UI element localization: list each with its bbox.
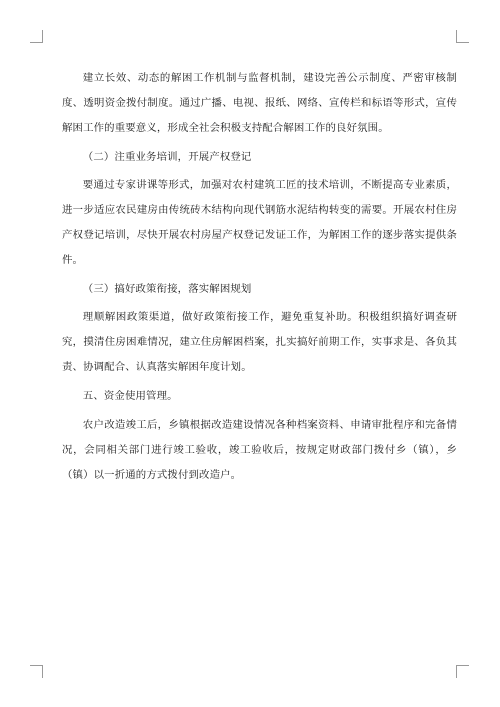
- heading-policy: （三）搞好政策衔接，落实解困规划: [82, 283, 252, 295]
- paragraph-policy: 理顺解困政策渠道，做好政策衔接工作，避免重复补助。积极组织搞好调查研究，摸清住房困难情况，建立住房解困档案，扎实搞好前期工作，实事求是、各负其责、协调配合、认真落实解困年度计划。: [62, 311, 457, 373]
- paragraph-mechanism: 建立长效、动态的解困工作机制与监督机制，建设完善公示制度、严密审核制度、透明资金拨付制度。通过广播、电视、报纸、网络、宣传栏和标语等形式，宣传解困工作的重要意义，形成全社会积极支持配合解困工作的良好氛围。: [62, 72, 457, 134]
- paragraph-funds: 农户改造竣工后，乡镇根据改造建设情况各种档案资料、申请审批程序和完备情况，会同相关部门进行竣工验收，竣工验收后，按规定财政部门拨付乡（镇），乡（镇）以一折通的方式拨付到改造户。: [62, 419, 457, 481]
- crop-mark-top-left: [30, 30, 43, 43]
- paragraph-training: 要通过专家讲课等形式，加强对农村建筑工匠的技术培训，不断提高专业素质，进一步适应农民建房由传统砖木结构向现代钢筋水泥结构转变的需要。开展农村住房产权登记培训，尽快开展农村房屋产权登记发证工作，为解困工作的逐步落实提供条件。: [62, 179, 457, 266]
- crop-mark-top-right: [456, 30, 469, 43]
- heading-training: （二）注重业务培训，开展产权登记: [82, 151, 252, 163]
- document-body: [62, 66, 457, 488]
- crop-mark-bottom-left: [30, 665, 43, 678]
- heading-funds: 五、资金使用管理。: [82, 390, 178, 402]
- crop-mark-bottom-right: [456, 665, 469, 678]
